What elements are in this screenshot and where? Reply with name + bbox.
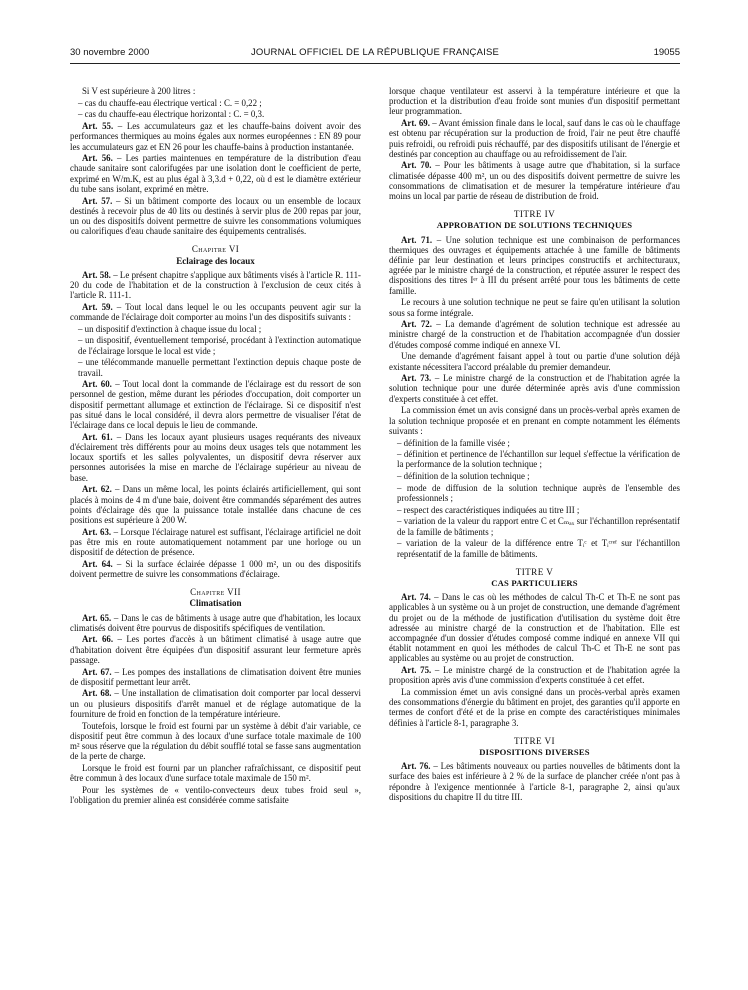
article-number: Art. 63.: [82, 526, 112, 537]
article-text: – Les accumulateurs gaz et les chauffe-bains doivent avoir des performances thermiques au moins égales aux normes européennes : EN 89 pour les accumulateurs gaz et EN 26 pour les chauffe-bains à production instantanée.: [70, 121, 362, 152]
paragraph: Toutefois, lorsque le froid est fourni par un système à débit d'air variable, ce dispositif peut être commun à des locaux d'une surface totale maximale de 100 m² sous réserve que la régulation du débit soufflé total se fasse sans augmentation de la perte de charge.: [70, 720, 361, 762]
article-65: [70, 613, 361, 633]
article-text: – Une solution technique est une combinaison de performances thermiques des ouvrages et équipements attachée à une famille de bâtiments définie par leur destination et leurs principes constructifs et architecturaux, agréée par le ministre chargé de la construction, et réputée assurer le respect des dispositions des titres Iᵉʳ à III du présent arrêté pour tous les bâtiments de cette famille.: [389, 234, 680, 296]
article-59: [70, 302, 361, 322]
article-number: Art. 58.: [82, 269, 111, 280]
article-67: [70, 667, 361, 687]
article-number: Art. 65.: [82, 612, 112, 623]
right-column: [389, 86, 680, 804]
title-subheading: APPROBATION DE SOLUTIONS TECHNIQUES: [436, 220, 633, 231]
title-subheading: DISPOSITIONS DIVERSES: [479, 746, 590, 757]
header-rule: [70, 63, 680, 64]
article-text: – Pour les bâtiments à usage autre que d'habitation, si la surface climatisée dépasse 400 m², un ou des dispositifs doivent permettre de suivre les consommations de climatisation et de mesurer la température intérieure d'au moins un local par partie de réseau de distribution de froid.: [389, 160, 680, 202]
article-number: Art. 68.: [82, 688, 112, 699]
article-text: – La demande d'agrément de solution technique est adressée au ministre chargé de la construction et de l'habitation accompagnée d'un dossier d'études composé comme indiqué en annexe VI.: [389, 319, 681, 350]
paragraph: Le recours à une solution technique ne peut se faire qu'en utilisant la solution sous sa forme intégrale.: [389, 297, 680, 318]
list-item: – un dispositif, éventuellement temporisé, procédant à l'extinction automatique de l'éclairage lorsque le local est vide ;: [78, 335, 361, 356]
article-text: – Dans le cas où les méthodes de calcul Th-C et Th-E ne sont pas applicables à un système ou à un projet de construction, une demande d'agrément du projet ou de la méthode de justification d'utilisation du système doit être adressée au ministre chargé de la construction et de l'habitation. Elle est accompagnée d'un dossier d'études composé comme indiqué en annexe VII qui établit notamment en quoi les méthodes de calcul Th-C et Th-E ne sont pas applicables au système ou au projet de construction.: [389, 592, 680, 664]
article-71: [389, 235, 680, 296]
article-number: Art. 66.: [82, 634, 114, 645]
list-item: – définition et pertinence de l'échantillon sur lequel s'effectue la vérification de la performance de la solution technique ;: [397, 449, 680, 470]
article-text: – Le ministre chargé de la construction et de l'habitation agrée la solution technique pour une durée déterminée après avis d'une commission d'experts constituée à cet effet.: [389, 373, 680, 404]
article-56: [70, 153, 361, 194]
paragraph: La commission émet un avis consigné dans un procès-verbal après examen de la solution technique proposée et en prenant en compte notamment les éléments suivants :: [389, 405, 680, 436]
article-number: Art. 69.: [401, 118, 430, 129]
list-item: – un dispositif d'extinction à chaque issue du local ;: [78, 323, 262, 334]
article-63: [70, 527, 361, 558]
page-number: 19055: [653, 47, 680, 58]
article-75: [389, 665, 680, 685]
article-number: Art. 70.: [401, 160, 432, 171]
article-text: – Les bâtiments nouveaux ou parties nouvelles de bâtiments dont la surface des baies est inférieure à 2 % de la surface de plancher créée n'ont pas à répondre à l'exigence mentionnée à l'article 8-1, paragraphe 2, ainsi qu'aux dispositions du chapitre II du titre III.: [389, 761, 680, 802]
chapter-heading: Chapitre VI: [191, 244, 240, 255]
article-64: [70, 559, 361, 579]
article-text: – Dans le cas de bâtiments à usage autre que d'habitation, les locaux climatisés doivent être pourvus de dispositifs spécifiques de ventilation.: [70, 612, 361, 633]
article-61: [70, 432, 361, 483]
article-text: – Les pompes des installations de climatisation doivent être munies de dispositif permettant leur arrêt.: [70, 666, 361, 687]
title-heading: TITRE VI: [513, 735, 556, 746]
article-62: [70, 484, 361, 525]
article-70: [389, 160, 680, 201]
article-text: – Si un bâtiment comporte des locaux ou un ensemble de locaux destinés à recevoir plus de 40 lits ou destinés à servir plus de 200 repas par jour, un ou des dispositifs doivent permettre de suivre les consommations volumiques ou calorifiques d'eau chaude sanitaire des équipements centralisés.: [70, 195, 361, 237]
title-subheading: CAS PARTICULIERS: [491, 577, 578, 588]
article-number: Art. 64.: [82, 558, 113, 569]
article-number: Art. 72.: [401, 319, 432, 330]
article-number: Art. 67.: [82, 666, 112, 677]
running-header: [70, 47, 680, 63]
article-text: – Avant émission finale dans le local, sauf dans le cas où le chauffage est obtenu par récupération sur la production de froid, l'air ne peut être chauffé puis refroidi, ou refroidi puis réchauffé, par des dispositifs utilisant de l'énergie et destinés par conception au chauffage ou au refroidissement de l'air.: [389, 118, 681, 159]
article-text: – Les parties maintenues en température de la distribution d'eau chaude sanitaire sont calorifugées par une isolation dont le coefficient de perte, exprimé en W/m.K, est au plus égal à 3,3.d + 0,22, où d est le diamètre extérieur du tube sans isolant, exprimé en mètre.: [70, 153, 361, 194]
article-number: Art. 57.: [82, 195, 113, 206]
article-text: – Une installation de climatisation doit comporter par local desservi un ou plusieurs dispositifs d'arrêt manuel et de réglage automatique de la fourniture de froid en fonction de la température intérieure.: [70, 688, 361, 719]
paragraph: Lorsque le froid est fourni par un plancher rafraîchissant, ce dispositif peut être commun à des locaux d'une surface totale maximale de 150 m².: [70, 762, 361, 784]
article-68: [70, 688, 361, 719]
article-number: Art. 75.: [401, 665, 432, 676]
article-text: – Dans un même local, les points éclairés artificiellement, qui sont placés à moins de 4 m d'une baie, doivent être commandés séparément des autres points d'éclairage dès que la puissance totale installée dans chacune de ces positions est supérieure à 200 W.: [70, 484, 361, 525]
article-text: – Lorsque l'éclairage naturel est suffisant, l'éclairage artificiel ne doit pas être mis en route automatiquement notamment par une horloge ou un dispositif de détection de présence.: [70, 526, 361, 558]
article-number: Art. 76.: [401, 761, 431, 772]
article-number: Art. 59.: [82, 301, 113, 312]
chapter-title: Eclairage des locaux: [176, 255, 255, 266]
list-item: – mode de diffusion de la solution technique auprès de l'ensemble des professionnels ;: [397, 482, 680, 504]
article-text: – Si la surface éclairée dépasse 1 000 m², un ou des dispositifs doivent permettre de suivre les consommations d'éclairage.: [70, 558, 361, 579]
title-heading: TITRE V: [515, 566, 554, 577]
list-item: – cas du chauffe-eau électrique horizontal : C. = 0,3.: [78, 109, 265, 120]
article-74: [389, 592, 680, 663]
article-72: [389, 319, 680, 350]
article-number: Art. 60.: [82, 379, 112, 390]
list-item: – variation de la valeur du rapport entre C et Cₘₐₓ sur l'échantillon représentatif de la famille de bâtiments ;: [397, 516, 680, 537]
article-number: Art. 55.: [82, 121, 114, 132]
article-58: [70, 270, 361, 301]
left-column: [70, 86, 361, 807]
article-number: Art. 74.: [401, 592, 431, 603]
article-57: [70, 196, 361, 237]
list-item: – respect des caractéristiques indiquées au titre III ;: [397, 504, 580, 515]
article-76: [389, 761, 680, 802]
article-text: – Les portes d'accès à un bâtiment climatisé à usage autre que d'habitation doivent être équipées d'un dispositif assurant leur fermeture après passage.: [70, 634, 361, 665]
article-number: Art. 56.: [82, 153, 113, 164]
article-text: – Le présent chapitre s'applique aux bâtiments visés à l'article R. 111-20 du code de l'habitation et de la construction à l'exclusion de ceux cités à l'article R. 111-1.: [70, 269, 361, 301]
paragraph: Une demande d'agrément faisant appel à tout ou partie d'une solution déjà existante nécessitera l'accord préalable du premier demandeur.: [389, 351, 680, 372]
chapter-heading: Chapitre VII: [190, 587, 241, 598]
list-item: – une télécommande manuelle permettant l'extinction depuis chaque poste de travail.: [78, 357, 361, 378]
title-heading: TITRE IV: [513, 209, 556, 220]
issue-date: 30 novembre 2000: [70, 47, 150, 58]
article-69: [389, 118, 680, 159]
paragraph: Pour les systèmes de « ventilo-convecteurs deux tubes froid seul », l'obligation du premier alinéa est considérée comme satisfaite: [70, 784, 361, 805]
publication-title: JOURNAL OFFICIEL DE LA RÉPUBLIQUE FRANÇAISE: [250, 47, 500, 58]
article-60: [70, 379, 361, 430]
paragraph: Si V est supérieure à 200 litres :: [82, 86, 196, 96]
list-item: – définition de la famille visée ;: [397, 437, 510, 448]
article-number: Art. 73.: [401, 373, 432, 384]
paragraph: lorsque chaque ventilateur est asservi à la température intérieure et que la production et la distribution d'eau froide sont munies d'un dispositif permettant leur programmation.: [389, 86, 680, 117]
article-55: [70, 121, 361, 152]
chapter-title: Climatisation: [189, 598, 242, 609]
list-item: – variation de la valeur de la différence entre Tᵢᶜ et Tᵢᶜʳᵉᶠ sur l'échantillon représentatif de la famille de bâtiments.: [397, 538, 680, 559]
article-text: – Tout local dont la commande de l'éclairage est du ressort de son personnel de gestion, même durant les périodes d'occupation, doit comporter un dispositif permettant allumage et extinction de l'éclairage. Si ce dispositif n'est pas situé dans le local considéré, il devra alors permettre de visualiser l'état de l'éclairage dans ce local depuis le lieu de commande.: [70, 379, 361, 431]
article-73: [389, 373, 680, 404]
article-text: – Tout local dans lequel le ou les occupants peuvent agir sur la commande de l'éclairage doit comporter au moins l'un des dispositifs suivants :: [70, 301, 361, 323]
article-66: [70, 634, 361, 665]
article-text: – Dans les locaux ayant plusieurs usages requérants des niveaux d'éclairement très différents pour au moins deux usages tels que notamment les locaux sportifs et les salles polyvalentes, un dispositif devra réserver aux personnes autorisées la mise en marche de l'éclairage supérieur au niveau de base.: [70, 431, 361, 483]
article-text: – Le ministre chargé de la construction et de l'habitation agrée la proposition après avis d'une commission d'experts constituée à cet effet.: [389, 665, 680, 686]
list-item: – cas du chauffe-eau électrique vertical : C. = 0,22 ;: [78, 97, 262, 108]
paragraph: La commission émet un avis consigné dans un procès-verbal après examen des consommations d'énergie du bâtiment en projet, des garanties qu'il apporte en termes de confort d'été et de la prise en compte des caractéristiques minimales définies à l'article 8-1, paragraphe 3.: [389, 686, 680, 728]
article-number: Art. 62.: [82, 484, 112, 495]
article-number: Art. 61.: [82, 431, 113, 442]
list-item: – définition de la solution technique ;: [397, 471, 530, 482]
article-number: Art. 71.: [401, 234, 433, 245]
